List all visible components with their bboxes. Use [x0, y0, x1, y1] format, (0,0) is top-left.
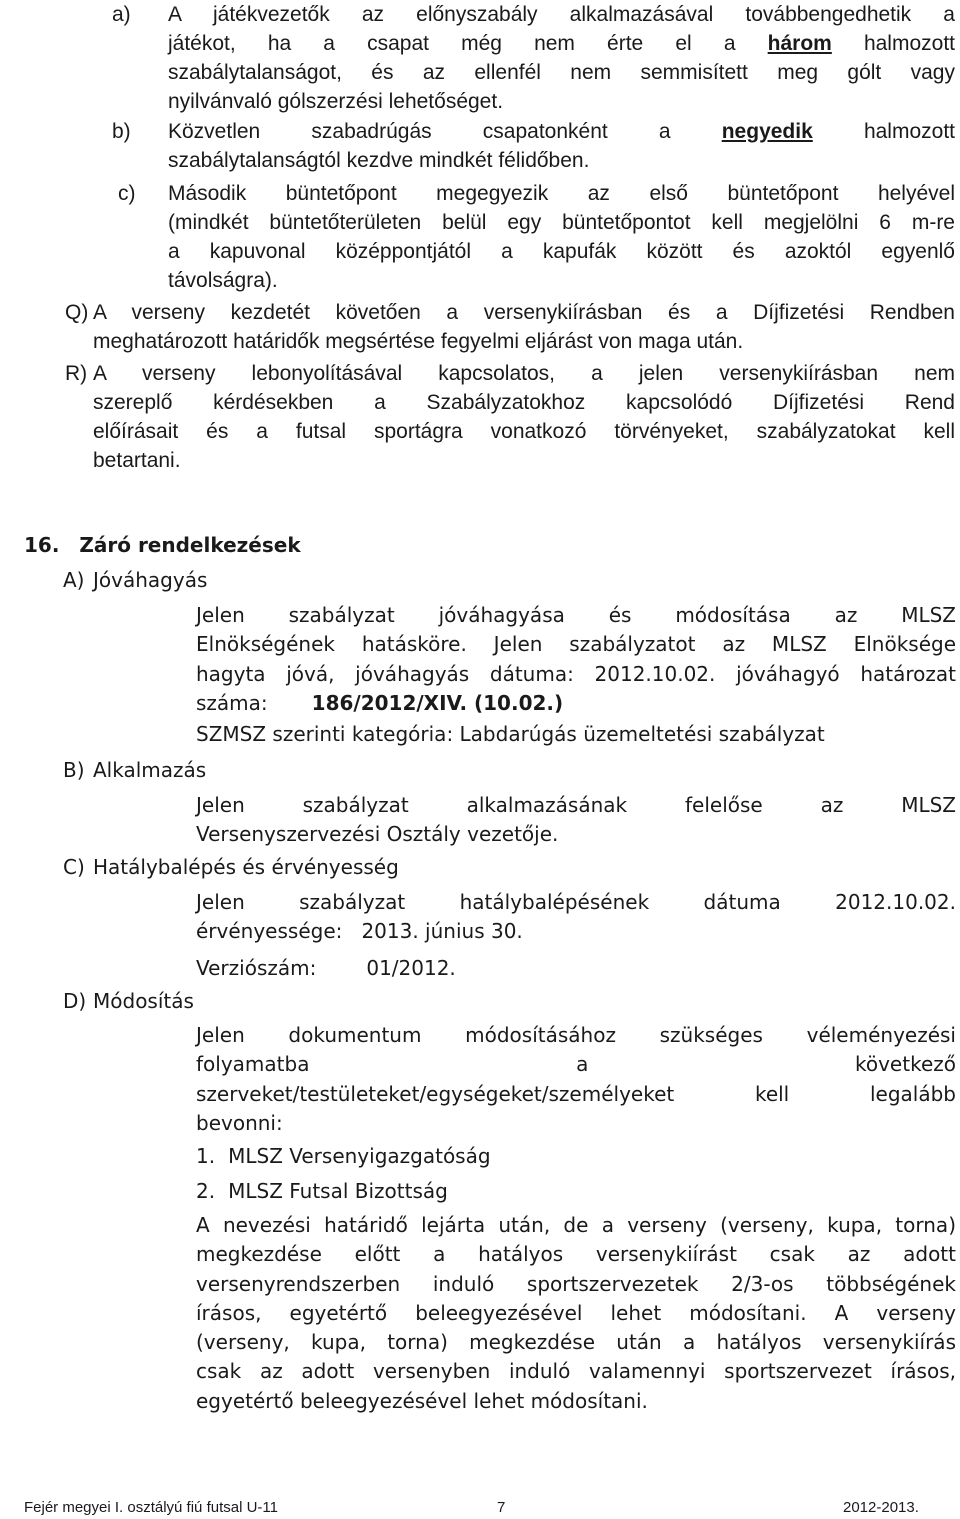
text-line: A nevezési határidő lejárta után, de a verseny (verseny, kupa, torna): [196, 1213, 956, 1237]
text-line: Elnökségének hatásköre. Jelen szabályzatot az MLSZ Elnöksége: [196, 632, 956, 657]
resolution-line: [196, 689, 956, 718]
text-line: A játékvezetők az előnyszabály alkalmazásával továbbengedhetik a: [168, 3, 955, 26]
item-text: [168, 117, 955, 175]
item-marker: R): [65, 362, 88, 385]
emphasis-word: negyedik: [721, 120, 813, 143]
subsection-heading: Hatálybalépés és érvényesség: [93, 855, 399, 879]
text-line: bevonni:: [196, 1110, 283, 1135]
section-title: Záró rendelkezések: [79, 533, 301, 557]
item-text: [93, 298, 955, 356]
list-item: [196, 1142, 491, 1171]
item-text: [93, 359, 955, 475]
text-line: szabálytalanságot, és az ellenfél nem semmisített meg gólt vagy: [168, 61, 955, 84]
item-marker: Q): [65, 301, 89, 324]
text-line: szabálytalanságtól kezdve mindkét félidőben.: [168, 149, 590, 172]
text-line: versenyrendszerben induló sportszervezetek 2/3-os többségének: [196, 1271, 956, 1296]
item-text: [168, 179, 955, 295]
list-text: MLSZ Futsal Bizottság: [228, 1179, 448, 1203]
section-number: 16.: [24, 533, 60, 557]
section-heading: [24, 531, 301, 560]
text-line: Jelen szabályzat alkalmazásának felelőse az MLSZ: [196, 793, 956, 817]
text-line: csak az adott versenyben induló valamennyi sportszervezet írásos,: [196, 1359, 956, 1384]
subsection-body: [196, 601, 956, 718]
footer-right: 2012-2013.: [843, 1499, 919, 1516]
list-number: 1.: [196, 1144, 216, 1168]
text-line-emphasis: játékot, ha a csapat még nem érte el a három halmozott: [168, 32, 955, 55]
subsection-marker: C): [63, 855, 85, 879]
text-line-emphasis: Közvetlen szabadrúgás csapatonként a negyedik halmozott: [168, 120, 955, 143]
emphasis-word: három: [767, 32, 832, 55]
closing-paragraph: [196, 1211, 956, 1416]
version-line: [196, 954, 456, 983]
subsection-body: [196, 1021, 956, 1138]
text-line-inner: folyamatba a következő: [196, 1052, 956, 1077]
text-line: érvényessége: 2013. június 30.: [196, 919, 523, 944]
text-line: (mindkét büntetőterületen belül egy büntetőpontot kell megjelölni 6 m-re: [168, 211, 955, 234]
text-line: megkezdése előtt a hatályos versenykiírást csak az adott: [196, 1242, 956, 1267]
text-line: Versenyszervezési Osztály vezetője.: [196, 822, 559, 847]
text-line: nyilvánvaló gólszerzési lehetőséget.: [168, 90, 504, 113]
subsection-body: [196, 791, 956, 850]
item-marker: a): [112, 3, 131, 26]
subsection-marker: D): [63, 989, 87, 1013]
subsection-heading: Jóváhagyás: [93, 568, 208, 592]
text-line: írásos, egyetértő beleegyezésével lehet módosítani. A verseny: [196, 1300, 956, 1325]
list-item: [196, 1177, 448, 1206]
text-line: Jelen dokumentum módosításához szükséges véleményezési: [196, 1023, 956, 1047]
text-line: távolságra).: [168, 269, 278, 292]
text-line: Jelen szabályzat hatálybalépésének dátuma 2012.10.02.: [196, 890, 956, 914]
version-value: 01/2012.: [366, 956, 456, 980]
item-text: [168, 0, 955, 116]
text-line: egyetértő beleegyezésével lehet módosítani.: [196, 1388, 648, 1413]
version-label: Verziószám:: [196, 956, 317, 980]
subsection-marker: A): [63, 568, 85, 592]
text-line: szerveket/testületeket/egységeket/személyeket kell legalább: [196, 1081, 956, 1106]
subsection-body: [196, 888, 956, 947]
resolution-value: 186/2012/XIV. (10.02.): [311, 690, 564, 715]
subsection-heading: Módosítás: [93, 989, 194, 1013]
text-line: Jelen szabályzat jóváhagyása és módosítása az MLSZ: [196, 603, 956, 627]
resolution-label: száma:: [196, 690, 268, 715]
text-line: meghatározott határidők megsértése fegyelmi eljárást von maga után.: [93, 330, 744, 353]
text-line: (verseny, kupa, torna) megkezdése után a hatályos versenykiírás: [196, 1330, 956, 1355]
text-line: A verseny kezdetét követően a versenykiírásban és a Díjfizetési Rendben: [93, 301, 955, 324]
text-line: szereplő kérdésekben a Szabályzatokhoz kapcsolódó Díjfizetési Rend: [93, 391, 955, 414]
text-line: A verseny lebonyolításával kapcsolatos, a jelen versenykiírásban nem: [93, 362, 955, 385]
subsection-heading: Alkalmazás: [93, 758, 207, 782]
text-line: betartani.: [93, 449, 181, 472]
footer-left: Fejér megyei I. osztályú fiú futsal U-11: [24, 1499, 278, 1516]
list-number: 2.: [196, 1179, 216, 1203]
subsection-marker: B): [63, 758, 85, 782]
category-line: SZMSZ szerinti kategória: Labdarúgás üzemeltetési szabályzat: [196, 722, 825, 746]
item-marker: c): [118, 182, 136, 205]
text-line: a kapuvonal középpontjától a kapufák között és azoktól egyenlő: [168, 240, 955, 263]
text-line: Második büntetőpont megegyezik az első büntetőpont helyével: [168, 182, 955, 205]
list-text: MLSZ Versenyigazgatóság: [228, 1144, 491, 1168]
item-marker: b): [112, 120, 131, 143]
text-line: előírásait és a futsal sportágra vonatkozó törvényeket, szabályzatokat kell: [93, 420, 955, 443]
text-line: hagyta jóvá, jóváhagyás dátuma: 2012.10.02. jóváhagyó határozat: [196, 661, 956, 686]
page-number: 7: [497, 1499, 506, 1516]
text-line: [196, 1050, 956, 1079]
